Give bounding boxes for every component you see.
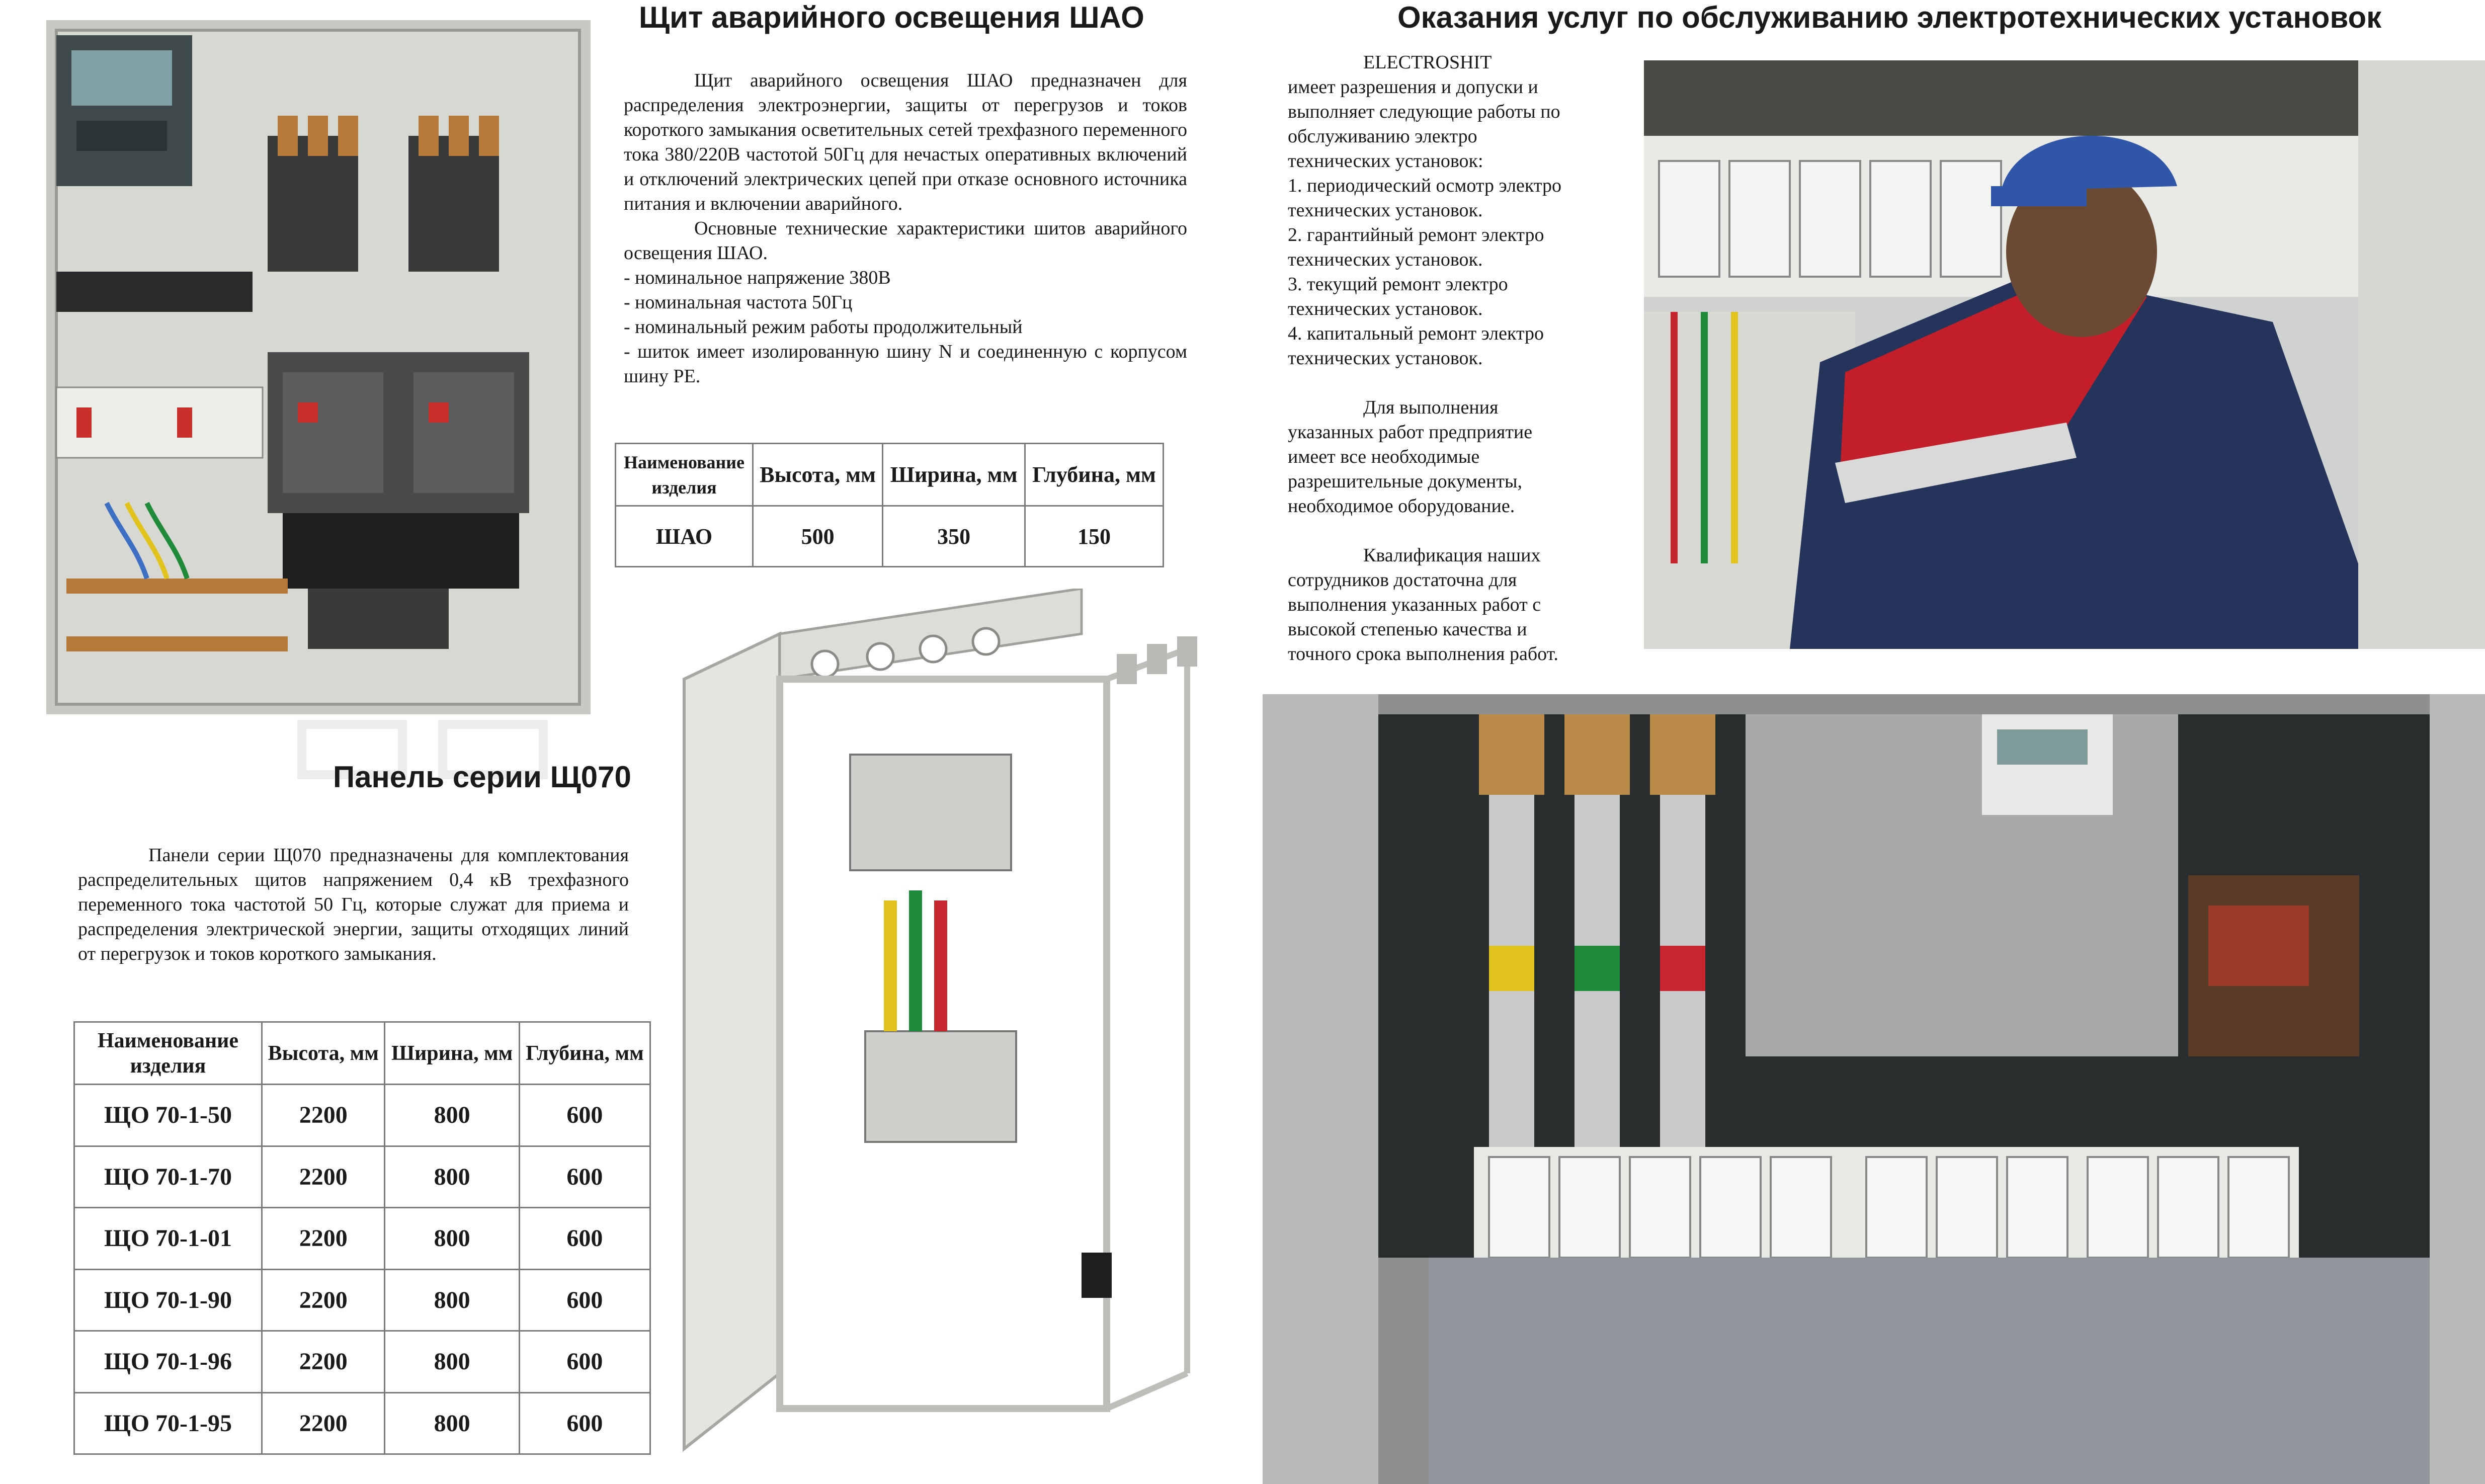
panel-row-3-name: ЩО 70-1-01 xyxy=(74,1208,262,1270)
table-row xyxy=(74,1269,650,1331)
panel-row-1-width: 800 xyxy=(385,1085,519,1146)
service-item-2-b: технических установок. xyxy=(1288,249,1483,270)
panel-row-6-width: 800 xyxy=(385,1392,519,1454)
panel-title: Панель серии Щ070 xyxy=(333,760,631,794)
panel-row-4-width: 800 xyxy=(385,1269,519,1331)
panel-row-2-width: 800 xyxy=(385,1146,519,1208)
service-item-1-a: 1. периодический осмотр электро xyxy=(1288,175,1561,196)
services-intro-2: выполняет следующие работы по xyxy=(1288,101,1560,122)
panel-row-3-depth: 600 xyxy=(519,1208,650,1270)
panel-row-1-height: 2200 xyxy=(262,1085,385,1146)
service-item-4-b: технических установок. xyxy=(1288,348,1483,369)
panel-row-5-width: 800 xyxy=(385,1331,519,1393)
panel-row-5-depth: 600 xyxy=(519,1331,650,1393)
panel-col-depth: Глубина, мм xyxy=(519,1022,650,1085)
photo-switchboard xyxy=(1263,694,2485,1484)
services-intro-4: технических установок: xyxy=(1288,150,1483,172)
panel-row-2-depth: 600 xyxy=(519,1146,650,1208)
services-intro-1: имеет разрешения и допуски и xyxy=(1288,76,1538,98)
services-para2-5: необходимое оборудование. xyxy=(1288,496,1515,517)
service-item-1-b: технических установок. xyxy=(1288,200,1483,221)
services-title: Оказания услуг по обслуживанию электротехнических установок xyxy=(1397,1,2382,34)
service-item-4-a: 4. капитальный ремонт электро xyxy=(1288,323,1544,344)
table-row xyxy=(74,1392,650,1454)
services-para2-3: имеет все необходимые xyxy=(1288,446,1480,467)
services-para2-1: Для выполнения xyxy=(1363,397,1499,418)
services-para3-5: точного срока выполнения работ. xyxy=(1288,643,1558,665)
panel-row-6-depth: 600 xyxy=(519,1392,650,1454)
service-item-2-a: 2. гарантийный ремонт электро xyxy=(1288,224,1544,245)
table-row xyxy=(74,1208,650,1270)
services-brand: ELECTROSHIT xyxy=(1363,52,1492,73)
shao-desc-6: - шиток имеет изолированную шину N и соединенную с корпусом шину PE. xyxy=(624,341,1187,387)
services-text xyxy=(1288,50,1640,667)
services-para2-2: указанных работ предприятие xyxy=(1288,422,1533,443)
panel-row-6-name: ЩО 70-1-95 xyxy=(74,1392,262,1454)
table-row xyxy=(74,1146,650,1208)
shao-col-height: Высота, мм xyxy=(753,444,883,506)
services-para2-4: разрешительные документы, xyxy=(1288,471,1522,492)
shao-desc-3: - номинальное напряжение 380В xyxy=(624,267,891,288)
shao-desc-2: Основные технические характеристики шитов аварийного освещения ШАО. xyxy=(624,218,1187,264)
shao-description xyxy=(624,68,1187,389)
panel-row-2-height: 2200 xyxy=(262,1146,385,1208)
panel-row-4-height: 2200 xyxy=(262,1269,385,1331)
service-item-3-a: 3. текущий ремонт электро xyxy=(1288,274,1508,295)
shao-spec-table xyxy=(615,443,1164,567)
panel-desc: Панели серии Щ070 предназначены для комплектования распределительных щитов напряжением 0,4 кВ трехфазного переменного тока частотой 50 Гц, которые служат для приема и распределения электрической энергии, защиты отходящих линий от перегрузок и токов короткого замыкания. xyxy=(78,845,629,964)
services-para3-2: сотрудников достаточна для xyxy=(1288,569,1517,591)
shao-desc-4: - номинальная частота 50Гц xyxy=(624,292,853,313)
shao-col-name: Наименование изделия xyxy=(616,444,753,506)
panel-row-4-name: ЩО 70-1-90 xyxy=(74,1269,262,1331)
shao-cell-depth: 150 xyxy=(1025,506,1164,567)
services-para3-1: Квалификация наших xyxy=(1363,545,1541,566)
panel-row-1-depth: 600 xyxy=(519,1085,650,1146)
panel-row-6-height: 2200 xyxy=(262,1392,385,1454)
shao-cell-width: 350 xyxy=(883,506,1025,567)
shao-title: Щит аварийного освещения ШАО xyxy=(639,1,1144,34)
panel-row-4-depth: 600 xyxy=(519,1269,650,1331)
shao-col-width: Ширина, мм xyxy=(883,444,1025,506)
services-para3-4: высокой степенью качества и xyxy=(1288,619,1527,640)
photo-technician xyxy=(1644,60,2485,649)
panel-col-name: Наименование изделия xyxy=(74,1022,262,1085)
shao-cell-name: ШАО xyxy=(616,506,753,567)
shao-desc-1: Щит аварийного освещения ШАО предназначен для распределения электроэнергии, защиты от перегрузов и токов короткого замыкания осветительных сетей трехфазного переменного тока 380/220В частотой 50Гц для нечастых оперативных включений и отключений электрических цепей при отказе основного источника питания и включении аварийного. xyxy=(624,70,1187,214)
table-row xyxy=(74,1331,650,1393)
photo-shcho70-cabinet xyxy=(679,589,1227,1459)
panel-row-1-name: ЩО 70-1-50 xyxy=(74,1085,262,1146)
panel-row-5-name: ЩО 70-1-96 xyxy=(74,1331,262,1393)
shao-desc-5: - номинальный режим работы продолжительный xyxy=(624,316,1023,338)
table-row xyxy=(74,1085,650,1146)
panel-row-2-name: ЩО 70-1-70 xyxy=(74,1146,262,1208)
services-para3-3: выполнения указанных работ с xyxy=(1288,594,1541,615)
service-item-3-b: технических установок. xyxy=(1288,298,1483,319)
panel-spec-table xyxy=(73,1021,651,1455)
panel-col-height: Высота, мм xyxy=(262,1022,385,1085)
shao-cell-height: 500 xyxy=(753,506,883,567)
services-intro-3: обслуживанию электро xyxy=(1288,126,1477,147)
shao-col-depth: Глубина, мм xyxy=(1025,444,1164,506)
panel-row-3-width: 800 xyxy=(385,1208,519,1270)
panel-row-5-height: 2200 xyxy=(262,1331,385,1393)
panel-row-3-height: 2200 xyxy=(262,1208,385,1270)
photo-shao-cabinet xyxy=(46,20,591,714)
panel-description xyxy=(78,843,629,966)
panel-col-width: Ширина, мм xyxy=(385,1022,519,1085)
